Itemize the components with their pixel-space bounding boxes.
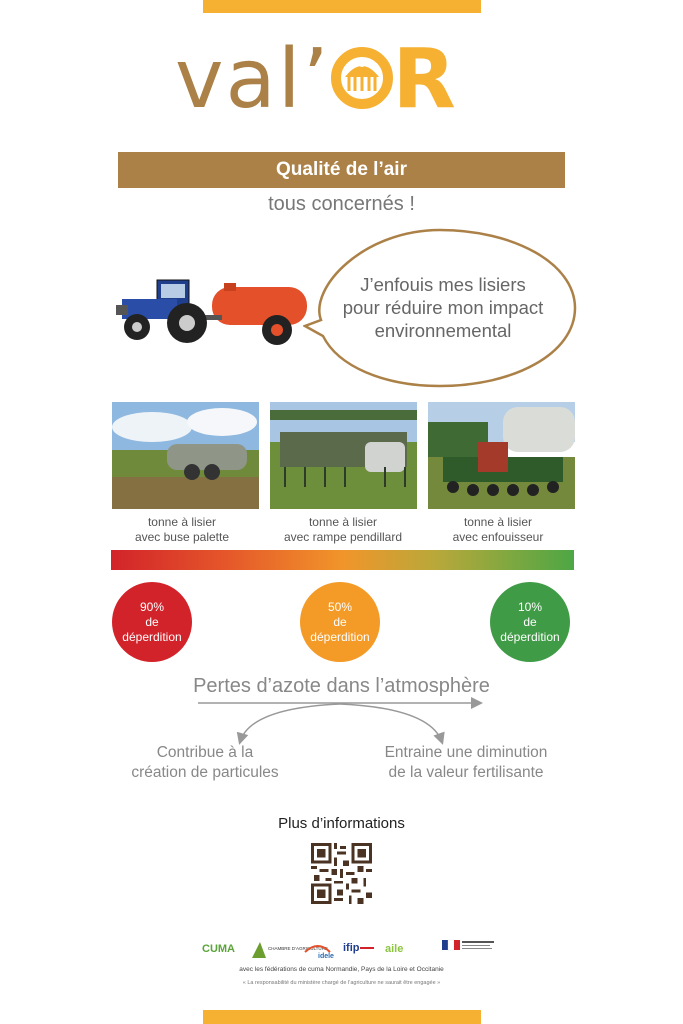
chambre-agriculture-icon [252, 942, 266, 958]
idele-logo: idele [318, 953, 334, 960]
consequence-arrows [190, 696, 490, 746]
logo-accent-text [331, 32, 458, 127]
tractor-illustration [112, 275, 312, 350]
aile-logo: aile [385, 943, 404, 955]
page-subtitle: tous concernés ! [268, 193, 415, 215]
bubble-line-3: environnemental [374, 320, 512, 341]
page-title: Qualité de l’air [276, 159, 407, 180]
speech-bubble-text [318, 273, 568, 342]
azote-title: Pertes d’azote dans l’atmosphère [193, 675, 490, 697]
loss-3-value: 10% [517, 599, 543, 614]
effect-1-line-2: création de particules [131, 764, 279, 781]
caption-3-line-2: avec enfouisseur [452, 530, 544, 544]
loss-circle-90 [112, 582, 192, 662]
effect-2-line-1: Entraine une diminution [384, 744, 548, 761]
partner-logos [200, 938, 500, 962]
qr-code[interactable] [311, 843, 372, 904]
effect-particules [95, 743, 315, 783]
caption-1-line-2: avec buse palette [134, 530, 230, 544]
chambre-logo: CHAMBRE D’AGRICULTURE [268, 946, 328, 951]
loss-1-de: de [145, 614, 159, 629]
effect-1-line-1: Contribue à la [156, 744, 254, 761]
photo-enfouisseur [428, 402, 575, 509]
caption-2-line-1: tonne à lisier [308, 515, 378, 529]
loss-2-de: de [333, 614, 347, 629]
photo-buse-palette [112, 402, 259, 509]
caption-buse-palette [97, 515, 267, 545]
loss-2-value: 50% [327, 599, 353, 614]
cuma-logo: CUMA [202, 943, 235, 955]
caption-3-line-1: tonne à lisier [463, 515, 533, 529]
greenhouse-o-icon [331, 47, 393, 109]
federations-text: avec les fédérations de cuma Normandie, Pays de la Loire et Occitanie [239, 966, 444, 973]
effect-fertilisante [356, 743, 576, 783]
disclaimer-text: « La responsabilité du ministère chargé de l’agriculture ne saurait être engagée » [242, 980, 441, 986]
bubble-line-2: pour réduire mon impact [342, 297, 544, 318]
effect-2-line-2: de la valeur fertilisante [388, 764, 544, 781]
valor-logo [175, 32, 510, 127]
bottom-accent-bar [203, 1010, 481, 1024]
photo-rampe-pendillard [270, 402, 417, 509]
loss-circle-10 [490, 582, 570, 662]
caption-1-line-1: tonne à lisier [147, 515, 217, 529]
loss-3-label: déperdition [500, 629, 560, 644]
caption-enfouisseur [413, 515, 583, 545]
loss-circle-50 [300, 582, 380, 662]
title-band [118, 152, 565, 188]
logo-main-text: val’ [175, 32, 331, 127]
loss-3-de: de [523, 614, 537, 629]
ifip-logo: ifip [343, 942, 360, 954]
logo-accent-o [331, 34, 393, 96]
loss-gradient-bar [111, 550, 574, 570]
loss-2-label: déperdition [310, 629, 370, 644]
caption-rampe-pendillard [258, 515, 428, 545]
caption-2-line-2: avec rampe pendillard [283, 530, 403, 544]
loss-1-value: 90% [139, 599, 165, 614]
bubble-line-1: J’enfouis mes lisiers [360, 274, 526, 295]
logo-accent-r: R [392, 32, 458, 127]
loss-1-label: déperdition [122, 629, 182, 644]
top-accent-bar [203, 0, 481, 13]
info-label: Plus d’informations [278, 815, 405, 832]
